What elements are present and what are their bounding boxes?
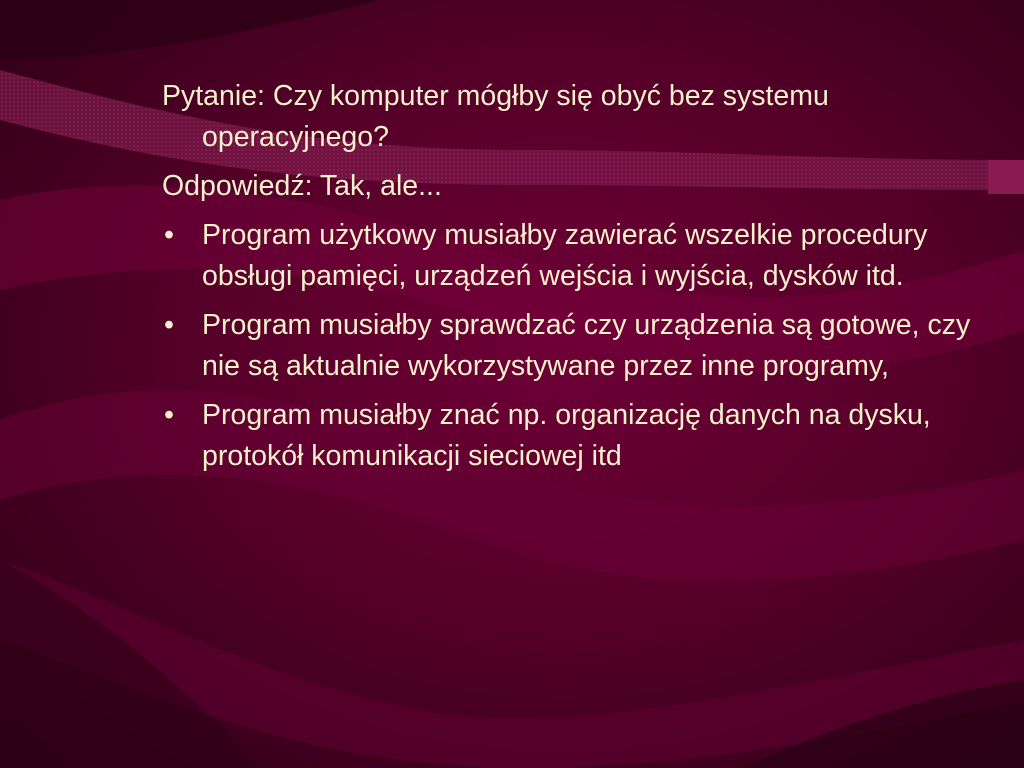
- question-text: Pytanie: Czy komputer mógłby się obyć bez systemu operacyjnego?: [162, 80, 829, 153]
- bullet-text: Program użytkowy musiałby zawierać wszelkie procedury obsługi pamięci, urządzeń wejścia i wyjścia, dysków itd.: [202, 219, 928, 292]
- slide-content: [162, 76, 992, 485]
- accent-block: [988, 160, 1024, 194]
- bullet-icon: •: [164, 399, 174, 431]
- bullet-icon: •: [164, 309, 174, 341]
- bullet-item: [162, 215, 992, 297]
- answer-text: Odpowiedź: Tak, ale...: [162, 170, 442, 202]
- bullet-icon: •: [164, 219, 174, 251]
- corner-shadow: [0, 0, 380, 60]
- bullet-text: Program musiałby znać np. organizację danych na dysku, protokół komunikacji sieciowej itd: [202, 399, 931, 472]
- bullet-text: Program musiałby sprawdzać czy urządzenia są gotowe, czy nie są aktualnie wykorzystywane przez inne programy,: [202, 309, 971, 382]
- bullet-item: [162, 305, 992, 387]
- bullet-item: [162, 395, 992, 477]
